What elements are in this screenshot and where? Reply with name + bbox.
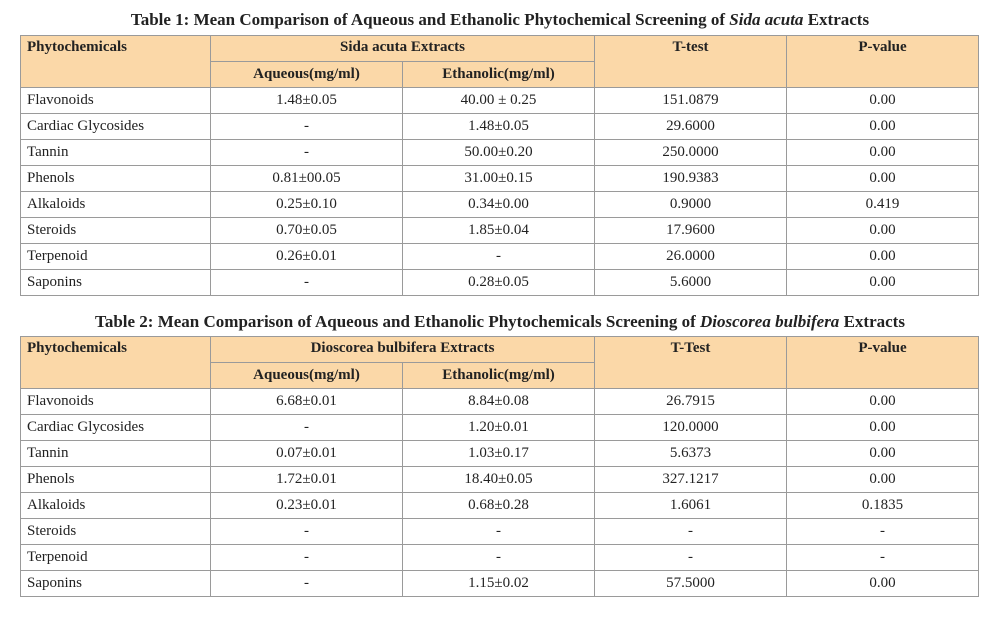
- table2-header-aqueous: Aqueous(mg/ml): [211, 363, 403, 389]
- cell-name: Phenols: [21, 166, 211, 192]
- table-row: [21, 140, 979, 166]
- cell-name: Tannin: [21, 441, 211, 467]
- cell-ethanolic: 40.00 ± 0.25: [403, 88, 595, 114]
- table1-header-ttest: T-test: [595, 36, 787, 88]
- table2-caption-suffix: Extracts: [839, 312, 905, 331]
- cell-ttest: 5.6373: [595, 441, 787, 467]
- table2-caption-prefix: Table 2: Mean Comparison of Aqueous and Ethanolic Phytochemicals Screening of: [95, 312, 701, 331]
- cell-ttest: 327.1217: [595, 467, 787, 493]
- cell-ttest: 17.9600: [595, 218, 787, 244]
- cell-name: Cardiac Glycosides: [21, 415, 211, 441]
- cell-ttest: 190.9383: [595, 166, 787, 192]
- cell-name: Phenols: [21, 467, 211, 493]
- cell-ttest: 120.0000: [595, 415, 787, 441]
- table-row: [21, 519, 979, 545]
- cell-pvalue: 0.00: [787, 270, 979, 296]
- table1-header-ethanolic: Ethanolic(mg/ml): [403, 62, 595, 88]
- cell-ethanolic: 18.40±0.05: [403, 467, 595, 493]
- cell-pvalue: 0.1835: [787, 493, 979, 519]
- cell-aqueous: 0.81±00.05: [211, 166, 403, 192]
- cell-aqueous: 0.26±0.01: [211, 244, 403, 270]
- table1-caption-prefix: Table 1: Mean Comparison of Aqueous and Ethanolic Phytochemical Screening of: [130, 10, 730, 29]
- cell-pvalue: -: [787, 519, 979, 545]
- cell-ttest: 250.0000: [595, 140, 787, 166]
- cell-ethanolic: 0.68±0.28: [403, 493, 595, 519]
- cell-aqueous: -: [211, 571, 403, 597]
- table1-header-pvalue: P-value: [787, 36, 979, 88]
- cell-pvalue: 0.00: [787, 571, 979, 597]
- cell-name: Alkaloids: [21, 192, 211, 218]
- cell-pvalue: 0.00: [787, 467, 979, 493]
- table2-header-ttest: T-Test: [595, 337, 787, 389]
- table-row: [21, 166, 979, 192]
- table2-header-row: [21, 337, 979, 363]
- cell-ttest: 0.9000: [595, 192, 787, 218]
- table1-header-row: [21, 36, 979, 62]
- cell-ethanolic: 1.15±0.02: [403, 571, 595, 597]
- table-row: [21, 389, 979, 415]
- table-row: [21, 441, 979, 467]
- table2-caption-species: Dioscorea bulbifera: [700, 312, 840, 331]
- cell-ethanolic: 31.00±0.15: [403, 166, 595, 192]
- cell-pvalue: 0.00: [787, 441, 979, 467]
- cell-aqueous: 6.68±0.01: [211, 389, 403, 415]
- cell-name: Saponins: [21, 571, 211, 597]
- table1-header-phytochemicals: Phytochemicals: [21, 36, 211, 88]
- table2-caption: [0, 312, 1000, 332]
- cell-aqueous: 0.70±0.05: [211, 218, 403, 244]
- cell-name: Steroids: [21, 519, 211, 545]
- cell-aqueous: -: [211, 114, 403, 140]
- cell-ttest: 29.6000: [595, 114, 787, 140]
- cell-aqueous: 1.48±0.05: [211, 88, 403, 114]
- cell-name: Terpenoid: [21, 244, 211, 270]
- table-row: [21, 192, 979, 218]
- cell-ttest: 5.6000: [595, 270, 787, 296]
- cell-aqueous: -: [211, 270, 403, 296]
- cell-ethanolic: -: [403, 244, 595, 270]
- cell-ethanolic: 1.20±0.01: [403, 415, 595, 441]
- cell-ethanolic: 0.28±0.05: [403, 270, 595, 296]
- table-row: [21, 244, 979, 270]
- cell-pvalue: -: [787, 545, 979, 571]
- cell-name: Alkaloids: [21, 493, 211, 519]
- cell-pvalue: 0.00: [787, 244, 979, 270]
- table1: [20, 35, 979, 296]
- cell-pvalue: 0.00: [787, 114, 979, 140]
- cell-ethanolic: -: [403, 519, 595, 545]
- cell-pvalue: 0.419: [787, 192, 979, 218]
- cell-ethanolic: 0.34±0.00: [403, 192, 595, 218]
- cell-pvalue: 0.00: [787, 166, 979, 192]
- cell-aqueous: -: [211, 415, 403, 441]
- cell-aqueous: 1.72±0.01: [211, 467, 403, 493]
- cell-ethanolic: -: [403, 545, 595, 571]
- table2: [20, 336, 979, 597]
- cell-ethanolic: 8.84±0.08: [403, 389, 595, 415]
- cell-pvalue: 0.00: [787, 88, 979, 114]
- table-row: [21, 218, 979, 244]
- table-row: [21, 545, 979, 571]
- table-row: [21, 467, 979, 493]
- cell-ethanolic: 50.00±0.20: [403, 140, 595, 166]
- cell-name: Tannin: [21, 140, 211, 166]
- cell-ethanolic: 1.85±0.04: [403, 218, 595, 244]
- table-row: [21, 493, 979, 519]
- cell-aqueous: 0.07±0.01: [211, 441, 403, 467]
- cell-ttest: 1.6061: [595, 493, 787, 519]
- cell-name: Flavonoids: [21, 389, 211, 415]
- cell-aqueous: 0.25±0.10: [211, 192, 403, 218]
- cell-name: Cardiac Glycosides: [21, 114, 211, 140]
- cell-ttest: 26.0000: [595, 244, 787, 270]
- table1-caption-species: Sida acuta: [729, 10, 804, 29]
- cell-pvalue: 0.00: [787, 218, 979, 244]
- cell-aqueous: -: [211, 545, 403, 571]
- table2-header-ethanolic: Ethanolic(mg/ml): [403, 363, 595, 389]
- cell-ethanolic: 1.03±0.17: [403, 441, 595, 467]
- table1-header-extracts-group: Sida acuta Extracts: [211, 36, 595, 62]
- cell-ttest: 151.0879: [595, 88, 787, 114]
- cell-pvalue: 0.00: [787, 415, 979, 441]
- cell-name: Terpenoid: [21, 545, 211, 571]
- cell-name: Saponins: [21, 270, 211, 296]
- cell-name: Steroids: [21, 218, 211, 244]
- cell-name: Flavonoids: [21, 88, 211, 114]
- table1-header-aqueous: Aqueous(mg/ml): [211, 62, 403, 88]
- cell-ttest: -: [595, 519, 787, 545]
- table-row: [21, 114, 979, 140]
- table-row: [21, 571, 979, 597]
- table-row: [21, 270, 979, 296]
- cell-ethanolic: 1.48±0.05: [403, 114, 595, 140]
- cell-ttest: -: [595, 545, 787, 571]
- cell-ttest: 26.7915: [595, 389, 787, 415]
- cell-aqueous: -: [211, 519, 403, 545]
- table2-header-phytochemicals: Phytochemicals: [21, 337, 211, 389]
- table-row: [21, 415, 979, 441]
- cell-aqueous: 0.23±0.01: [211, 493, 403, 519]
- cell-aqueous: -: [211, 140, 403, 166]
- table2-header-pvalue: P-value: [787, 337, 979, 389]
- cell-pvalue: 0.00: [787, 140, 979, 166]
- cell-ttest: 57.5000: [595, 571, 787, 597]
- table-row: [21, 88, 979, 114]
- table1-caption: [0, 10, 1000, 30]
- table1-caption-suffix: Extracts: [803, 10, 870, 29]
- table2-header-extracts-group: Dioscorea bulbifera Extracts: [211, 337, 595, 363]
- cell-pvalue: 0.00: [787, 389, 979, 415]
